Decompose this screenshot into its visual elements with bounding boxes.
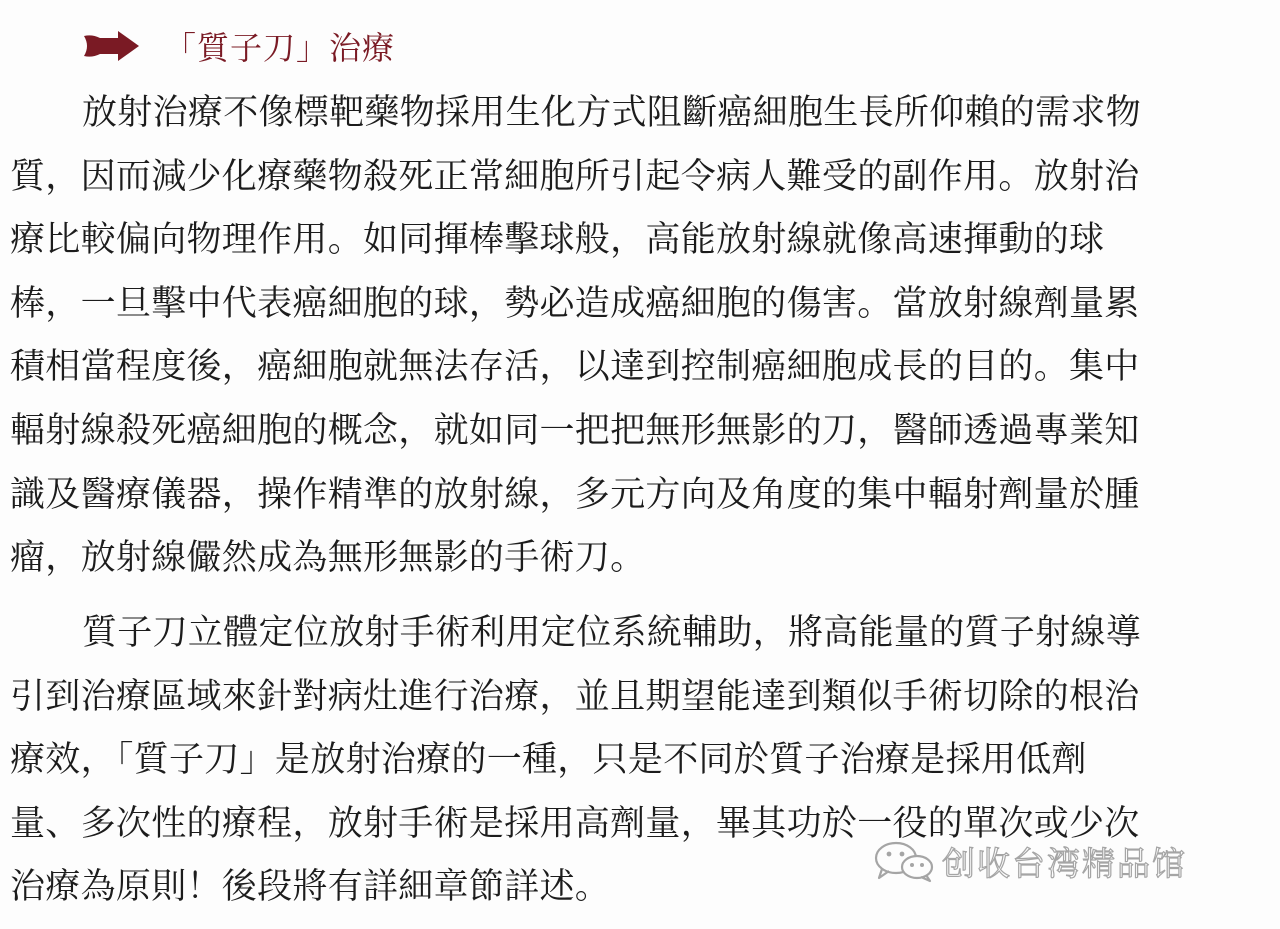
paragraph-line: 棒，一旦擊中代表癌細胞的球，勢必造成癌細胞的傷害。當放射線劑量累 [10, 283, 1140, 324]
paragraph-line: 療比較偏向物理作用。如同揮棒擊球般，高能放射線就像高速揮動的球 [10, 220, 1105, 261]
paragraph-line: 量、多次性的療程，放射手術是採用高劑量，畢其功於一役的單次或少次 [10, 803, 1140, 844]
paragraph-line: 質子刀立體定位放射手術利用定位系統輔助，將高能量的質子射線導 [82, 613, 1142, 653]
paragraph-line: 質，因而減少化療藥物殺死正常細胞所引起令病人難受的副作用。放射治 [10, 156, 1140, 197]
paragraph-line: 治療為原則！後段將有詳細章節詳述。 [10, 867, 611, 908]
paragraph-line: 引到治療區域來針對病灶進行治療，並且期望能達到類似手術切除的根治 [10, 676, 1140, 717]
section-title: 「質子刀」治療 [164, 29, 396, 67]
watermark-text: 创收台湾精品馆 [942, 843, 1187, 883]
paragraph-line: 識及醫療儀器，操作精準的放射線，多元方向及角度的集中輻射劑量於腫 [10, 474, 1140, 515]
wechat-logo-icon [872, 839, 936, 883]
paragraph-1 [10, 82, 1230, 591]
paragraph-line: 療效，「質子刀」是放射治療的一種，只是不同於質子治療是採用低劑 [10, 740, 1087, 781]
paragraph-line: 輻射線殺死癌細胞的概念，就如同一把把無形無影的刀，醫師透過專業知 [10, 410, 1140, 451]
paragraph-line: 放射治療不像標靶藥物採用生化方式阻斷癌細胞生長所仰賴的需求物 [82, 93, 1142, 133]
watermark [872, 836, 1187, 886]
paragraph-line: 積相當程度後，癌細胞就無法存活，以達到控制癌細胞成長的目的。集中 [10, 347, 1140, 388]
arrow-right-icon [82, 30, 140, 62]
section-heading [82, 18, 395, 74]
paragraph-line: 瘤，放射線儼然成為無形無影的手術刀。 [10, 538, 646, 579]
